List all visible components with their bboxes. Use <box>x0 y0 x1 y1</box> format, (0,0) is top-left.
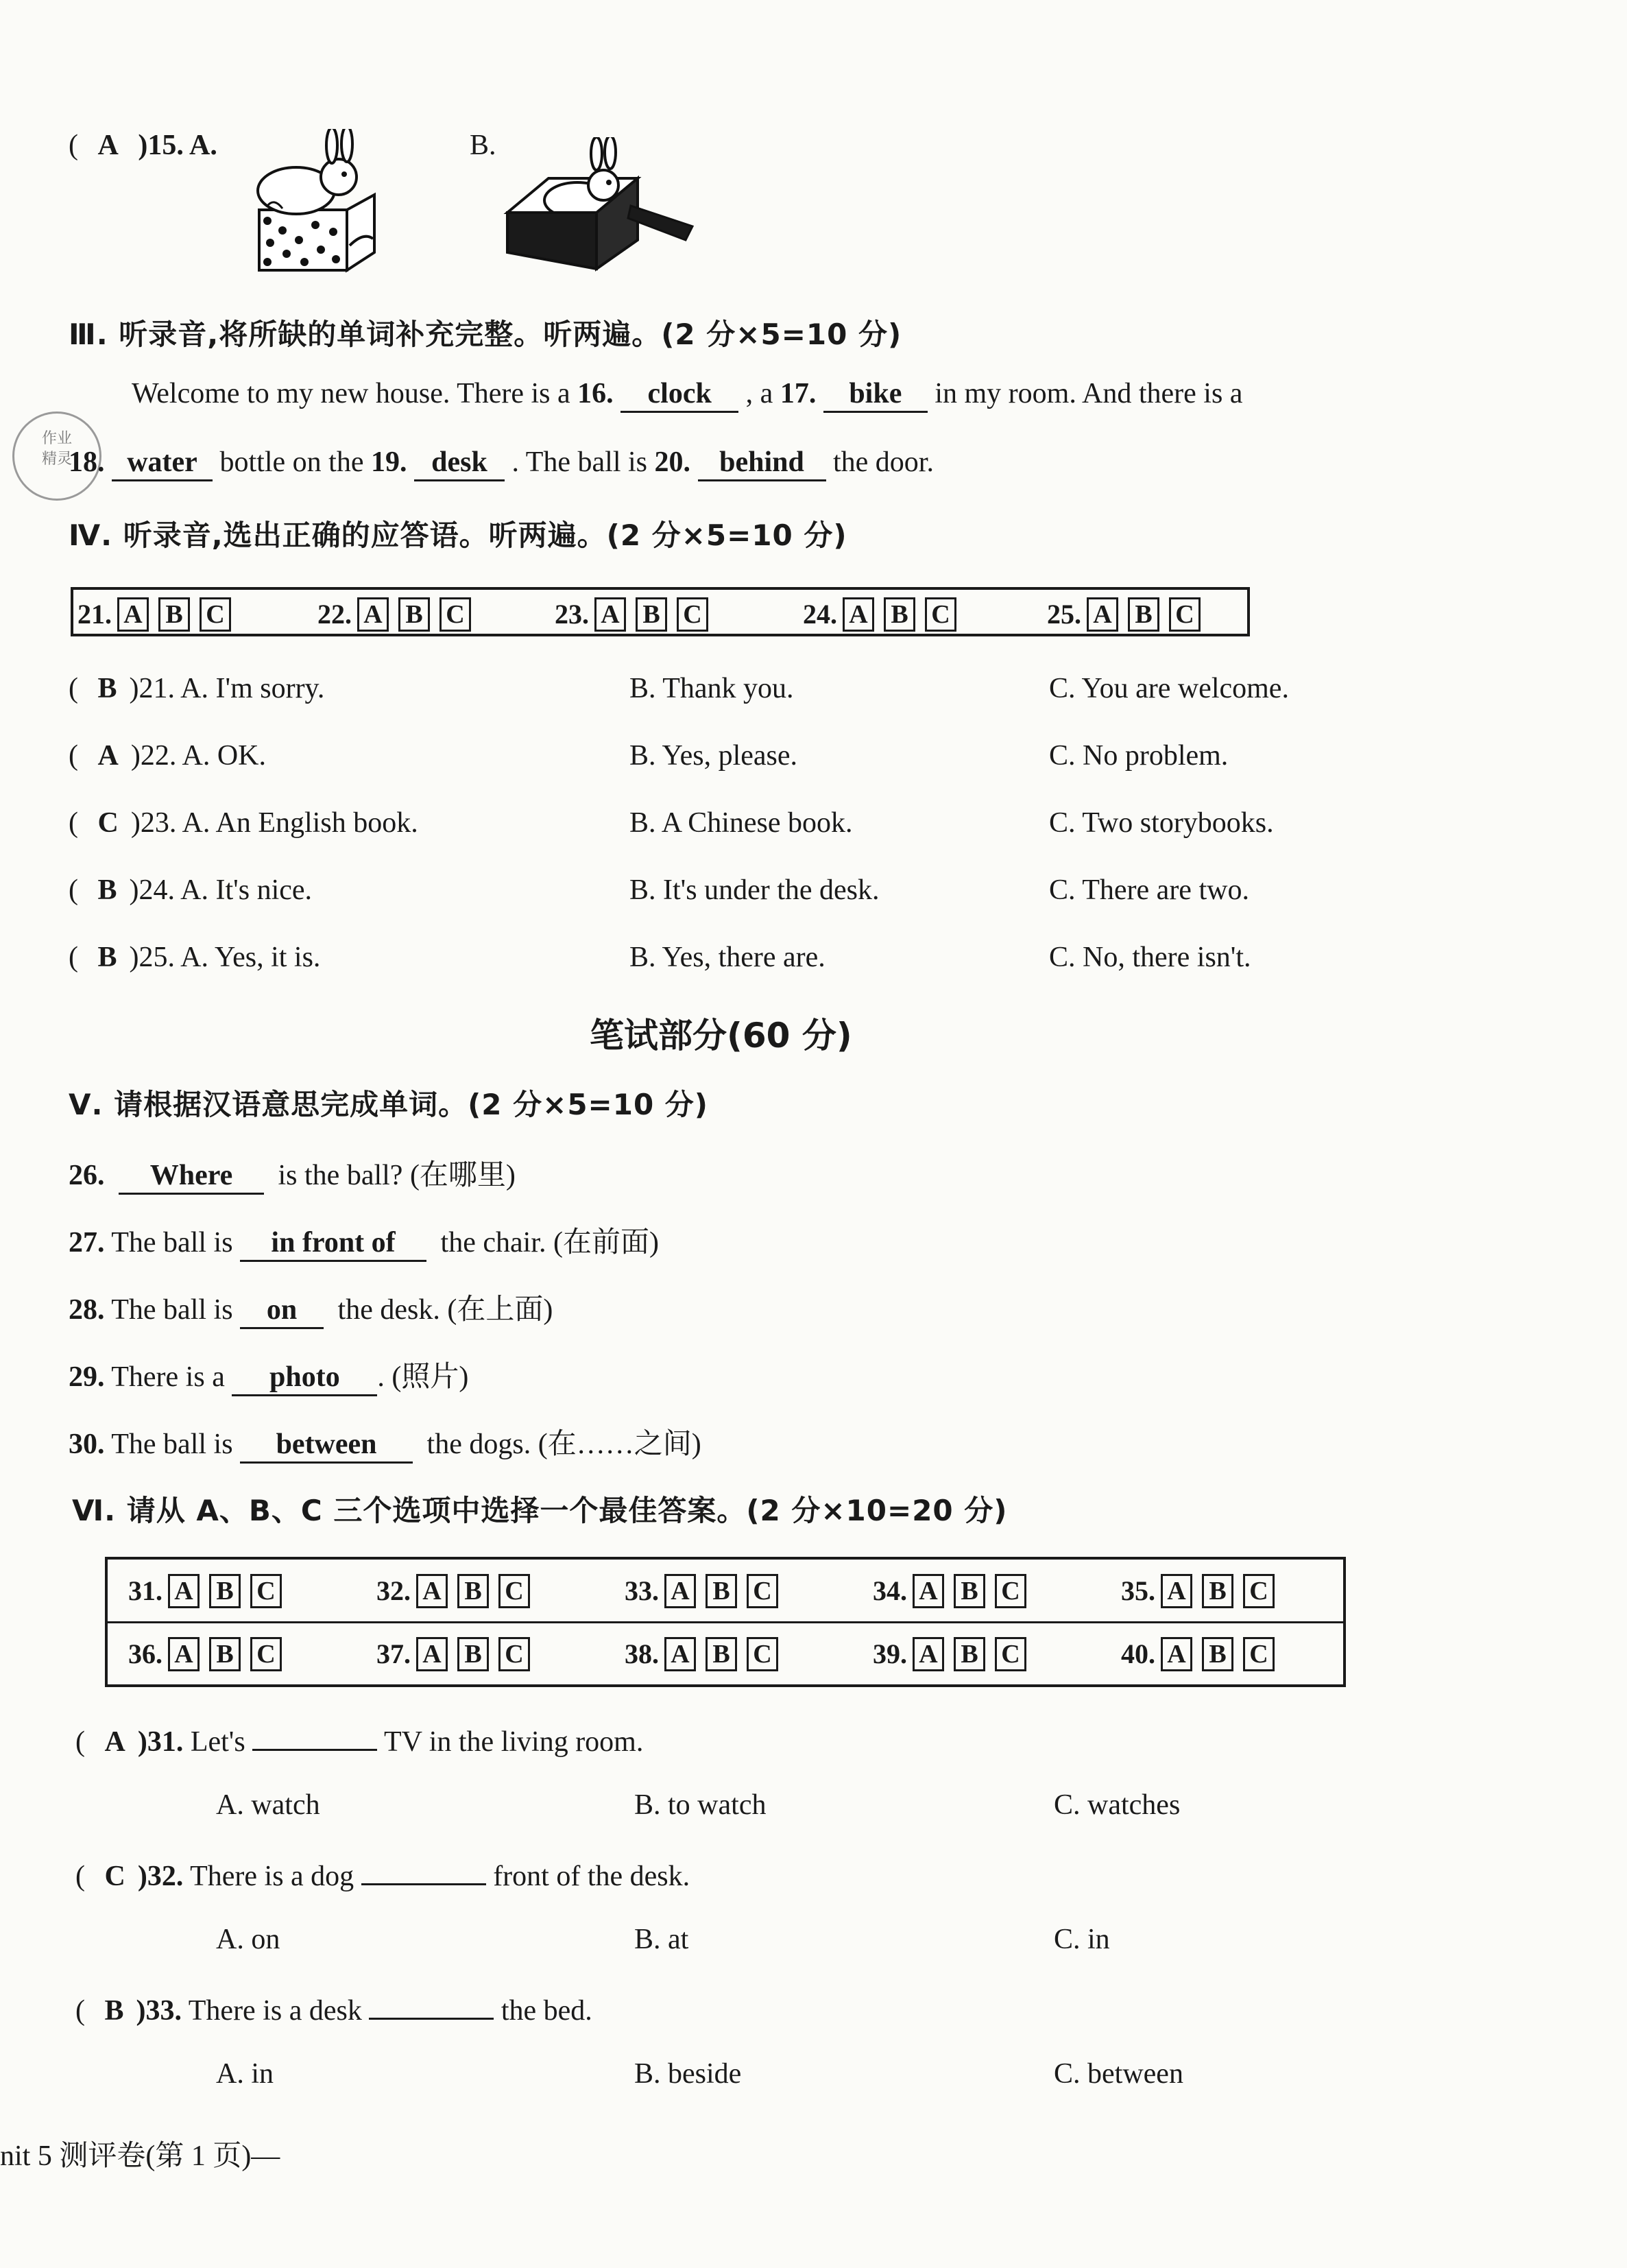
q24-stem: ( B )24. A. It's nice. <box>69 874 313 906</box>
section-4-title: Ⅳ. 听录音,选出正确的应答语。听两遍。(2 分×5=10 分) <box>69 518 847 552</box>
card-cell-23[interactable] <box>555 595 718 632</box>
q28-number: 28. <box>69 1294 105 1326</box>
box-front <box>507 213 596 269</box>
option-box[interactable]: B <box>1202 1637 1233 1671</box>
q33-pre: There is a desk <box>188 1995 362 2027</box>
q15-label: )15. A. <box>138 130 217 161</box>
stamp-line2: 精灵 <box>41 451 72 468</box>
q32-pre: There is a dog <box>190 1861 354 1892</box>
q23-option-c: C. Two storybooks. <box>1049 807 1274 839</box>
q22-option-b: B. Yes, please. <box>629 740 798 772</box>
q30-answer: between <box>240 1430 413 1464</box>
option-box[interactable]: C <box>677 597 708 632</box>
option-box[interactable]: A <box>1161 1637 1192 1671</box>
q31-blank[interactable] <box>252 1721 377 1751</box>
q23-option-b: B. A Chinese book. <box>629 807 853 839</box>
q33-number: )33. <box>136 1995 182 2027</box>
q31-option-c: C. watches <box>1054 1789 1181 1821</box>
q29-answer: photo <box>232 1363 377 1396</box>
card-cell-25[interactable] <box>1047 595 1210 632</box>
q32-answer: C <box>104 1861 125 1892</box>
option-box[interactable]: C <box>250 1637 282 1671</box>
q26-number: 26. <box>69 1160 105 1191</box>
q30-pre: The ball is <box>111 1429 233 1460</box>
option-box[interactable]: C <box>1243 1637 1275 1671</box>
q22-option-a: )22. A. OK. <box>130 740 267 772</box>
option-box[interactable]: B <box>158 597 190 632</box>
stamp-line1: 作业 <box>41 430 72 447</box>
q22-answer: A <box>97 740 119 772</box>
q33-post: the bed. <box>501 1995 592 2027</box>
q33-option-b: B. beside <box>634 2058 742 2090</box>
section-6-title: Ⅵ. 请从 A、B、C 三个选项中选择一个最佳答案。(2 分×10=20 分) <box>72 1494 1008 1527</box>
option-box[interactable]: B <box>209 1574 241 1608</box>
q32-blank[interactable] <box>361 1856 486 1885</box>
option-box[interactable]: A <box>1087 597 1118 632</box>
option-box[interactable]: C <box>250 1574 282 1608</box>
q33-blank[interactable] <box>369 1990 494 2020</box>
option-box[interactable]: B <box>209 1637 241 1671</box>
passage-text: , a <box>745 378 773 409</box>
page-footer: nit 5 测评卷(第 1 页)— <box>0 2140 280 2172</box>
section-5-title: Ⅴ. 请根据汉语意思完成单词。(2 分×5=10 分) <box>69 1088 708 1121</box>
passage-text: bottle on the <box>219 446 364 478</box>
option-box[interactable]: A <box>1161 1574 1192 1608</box>
option-box[interactable]: B <box>398 597 430 632</box>
q29-text: . (照片) <box>377 1361 469 1393</box>
card-cell-34[interactable] <box>873 1572 1036 1608</box>
q27-line <box>69 1219 659 1262</box>
q21-answer: B <box>97 673 117 704</box>
written-part-title: 笔试部分(60 分) <box>590 1016 852 1055</box>
option-box[interactable]: A <box>913 1574 944 1608</box>
option-box[interactable]: B <box>1128 597 1159 632</box>
card-number: 24. <box>803 599 837 630</box>
q23-answer: C <box>97 807 119 839</box>
card-number: 36. <box>128 1638 162 1670</box>
rabbit-head <box>321 159 357 195</box>
card-cell-24[interactable] <box>803 595 966 632</box>
q28-text: the desk. (在上面) <box>337 1294 553 1326</box>
option-box[interactable]: C <box>747 1637 778 1671</box>
option-box[interactable]: C <box>995 1637 1026 1671</box>
q22-option-c: C. No problem. <box>1049 740 1229 772</box>
card-cell-22[interactable] <box>317 595 481 632</box>
card-number: 21. <box>77 599 112 630</box>
option-box[interactable]: B <box>706 1574 737 1608</box>
option-box[interactable]: C <box>498 1637 530 1671</box>
q31-pre: Let's <box>190 1726 245 1758</box>
card-number: 39. <box>873 1638 907 1670</box>
passage-text: the door. <box>833 446 934 478</box>
card-divider <box>108 1621 1343 1623</box>
q26-line <box>69 1152 516 1195</box>
answer-card-21-25 <box>71 587 1250 636</box>
option-box[interactable]: B <box>954 1574 985 1608</box>
card-cell-37[interactable] <box>376 1635 540 1671</box>
card-number: 33. <box>625 1575 659 1607</box>
passage-text: in my room. And there is a <box>935 378 1243 409</box>
q32-number: )32. <box>137 1861 184 1892</box>
option-box[interactable]: C <box>925 597 956 632</box>
q33-answer: B <box>104 1995 124 2027</box>
section-3-title: Ⅲ. 听录音,将所缺的单词补充完整。听两遍。(2 分×5=10 分) <box>69 318 902 351</box>
option-box[interactable]: B <box>636 597 667 632</box>
q16-answer: clock <box>620 379 738 413</box>
card-number: 23. <box>555 599 589 630</box>
q27-text: the chair. (在前面) <box>440 1227 659 1258</box>
q27-answer: in front of <box>240 1228 426 1262</box>
card-number: 34. <box>873 1575 907 1607</box>
card-number: 40. <box>1121 1638 1155 1670</box>
card-number: 32. <box>376 1575 411 1607</box>
q20-number: 20. <box>654 446 690 478</box>
passage-text: Welcome to my new house. There is a <box>132 378 570 409</box>
option-box[interactable]: B <box>1202 1574 1233 1608</box>
answer-card-31-40 <box>105 1557 1346 1687</box>
option-box[interactable]: A <box>664 1574 696 1608</box>
q27-number: 27. <box>69 1227 105 1258</box>
q15-option-b: B. <box>470 130 496 161</box>
card-cell-32[interactable] <box>376 1572 540 1608</box>
card-number: 25. <box>1047 599 1081 630</box>
option-box[interactable]: B <box>884 597 915 632</box>
card-number: 38. <box>625 1638 659 1670</box>
q25-stem: ( B )25. A. Yes, it is. <box>69 942 321 973</box>
card-number: 37. <box>376 1638 411 1670</box>
q25-option-b: B. Yes, there are. <box>629 942 825 973</box>
q32-stem: ( C )32. There is a dog front of the desk. <box>75 1856 690 1893</box>
option-box[interactable]: A <box>168 1574 200 1608</box>
option-box[interactable]: A <box>357 597 389 632</box>
option-box[interactable]: C <box>1243 1574 1275 1608</box>
q31-post: TV in the living room. <box>383 1726 644 1758</box>
card-cell-33[interactable] <box>625 1572 788 1608</box>
option-box[interactable]: A <box>664 1637 696 1671</box>
q24-answer: B <box>97 874 117 906</box>
q15-answer: A <box>97 130 119 161</box>
paren-open: ( <box>69 130 78 161</box>
q25-option-a: )25. A. Yes, it is. <box>129 942 321 973</box>
option-box[interactable]: C <box>439 597 471 632</box>
option-box[interactable]: C <box>498 1574 530 1608</box>
q24-option-b: B. It's under the desk. <box>629 874 880 906</box>
q15-line <box>69 129 217 162</box>
q31-option-b: B. to watch <box>634 1789 767 1821</box>
q23-stem: ( C )23. A. An English book. <box>69 807 418 839</box>
card-number: 22. <box>317 599 352 630</box>
option-box[interactable]: A <box>416 1574 448 1608</box>
q30-line <box>69 1421 701 1464</box>
q33-option-a: A. in <box>216 2058 274 2090</box>
q33-option-c: C. between <box>1054 2058 1183 2090</box>
q26-answer: Where <box>119 1161 264 1195</box>
card-number: 35. <box>1121 1575 1155 1607</box>
q21-option-c: C. You are welcome. <box>1049 673 1289 704</box>
card-cell-35[interactable] <box>1121 1572 1284 1608</box>
q19-number: 19. <box>370 446 407 478</box>
option-box[interactable]: A <box>594 597 626 632</box>
q33-stem: ( B )33. There is a desk the bed. <box>75 1990 592 2027</box>
q25-option-c: C. No, there isn't. <box>1049 942 1251 973</box>
rabbit-head <box>588 170 618 200</box>
q31-stem: ( A )31. Let's TV in the living room. <box>75 1721 643 1758</box>
card-cell-21[interactable] <box>77 595 241 632</box>
card-cell-31[interactable] <box>128 1572 291 1608</box>
option-box[interactable]: A <box>913 1637 944 1671</box>
q21-option-a: )21. A. I'm sorry. <box>129 673 325 704</box>
q31-number: )31. <box>137 1726 184 1758</box>
card-cell-39[interactable] <box>873 1635 1036 1671</box>
q28-answer: on <box>240 1296 324 1329</box>
q23-option-a: )23. A. An English book. <box>130 807 418 839</box>
q32-option-c: C. in <box>1054 1924 1110 1955</box>
q20-answer: behind <box>698 448 826 481</box>
option-box[interactable]: C <box>1169 597 1201 632</box>
q28-pre: The ball is <box>111 1294 233 1326</box>
q29-line <box>69 1354 468 1396</box>
q30-text: the dogs. (在……之间) <box>426 1429 701 1460</box>
q31-option-a: A. watch <box>216 1789 320 1821</box>
card-cell-40[interactable] <box>1121 1635 1284 1671</box>
q32-post: front of the desk. <box>493 1861 690 1892</box>
q27-pre: The ball is <box>111 1227 233 1258</box>
q25-answer: B <box>97 942 117 973</box>
option-box[interactable]: A <box>168 1637 200 1671</box>
q29-pre: There is a <box>111 1361 225 1393</box>
q28-line <box>69 1287 553 1329</box>
passage-text: . The ball is <box>511 446 647 478</box>
q32-option-b: B. at <box>634 1924 689 1955</box>
option-box[interactable]: B <box>706 1637 737 1671</box>
q18-answer: water <box>112 448 213 481</box>
option-box[interactable]: A <box>117 597 149 632</box>
rabbit-on-box-illustration <box>247 129 384 280</box>
q24-option-c: C. There are two. <box>1049 874 1249 906</box>
q21-stem: ( B )21. A. I'm sorry. <box>69 673 325 704</box>
option-box[interactable]: A <box>843 597 874 632</box>
q32-option-a: A. on <box>216 1924 280 1955</box>
option-box[interactable]: C <box>200 597 231 632</box>
q16-number: 16. <box>577 378 614 409</box>
section-3-passage-line2 <box>69 446 934 481</box>
q24-option-a: )24. A. It's nice. <box>129 874 313 906</box>
option-box[interactable]: B <box>457 1574 489 1608</box>
q17-number: 17. <box>780 378 817 409</box>
option-box[interactable]: A <box>416 1637 448 1671</box>
q26-text: is the ball? (在哪里) <box>278 1160 516 1191</box>
q29-number: 29. <box>69 1361 105 1393</box>
q19-answer: desk <box>414 448 505 481</box>
q31-answer: A <box>104 1726 125 1758</box>
card-cell-36[interactable] <box>128 1635 291 1671</box>
option-box[interactable]: C <box>995 1574 1026 1608</box>
q21-option-b: B. Thank you. <box>629 673 794 704</box>
q22-stem: ( A )22. A. OK. <box>69 740 267 772</box>
rabbit-in-box-illustration <box>501 137 706 274</box>
q18-number: 18. <box>69 446 105 478</box>
q17-answer: bike <box>823 379 928 413</box>
q30-number: 30. <box>69 1429 105 1460</box>
card-cell-38[interactable] <box>625 1635 788 1671</box>
option-box[interactable]: B <box>457 1637 489 1671</box>
card-number: 31. <box>128 1575 162 1607</box>
option-box[interactable]: C <box>747 1574 778 1608</box>
section-3-passage-line1 <box>132 377 1242 413</box>
option-box[interactable]: B <box>954 1637 985 1671</box>
